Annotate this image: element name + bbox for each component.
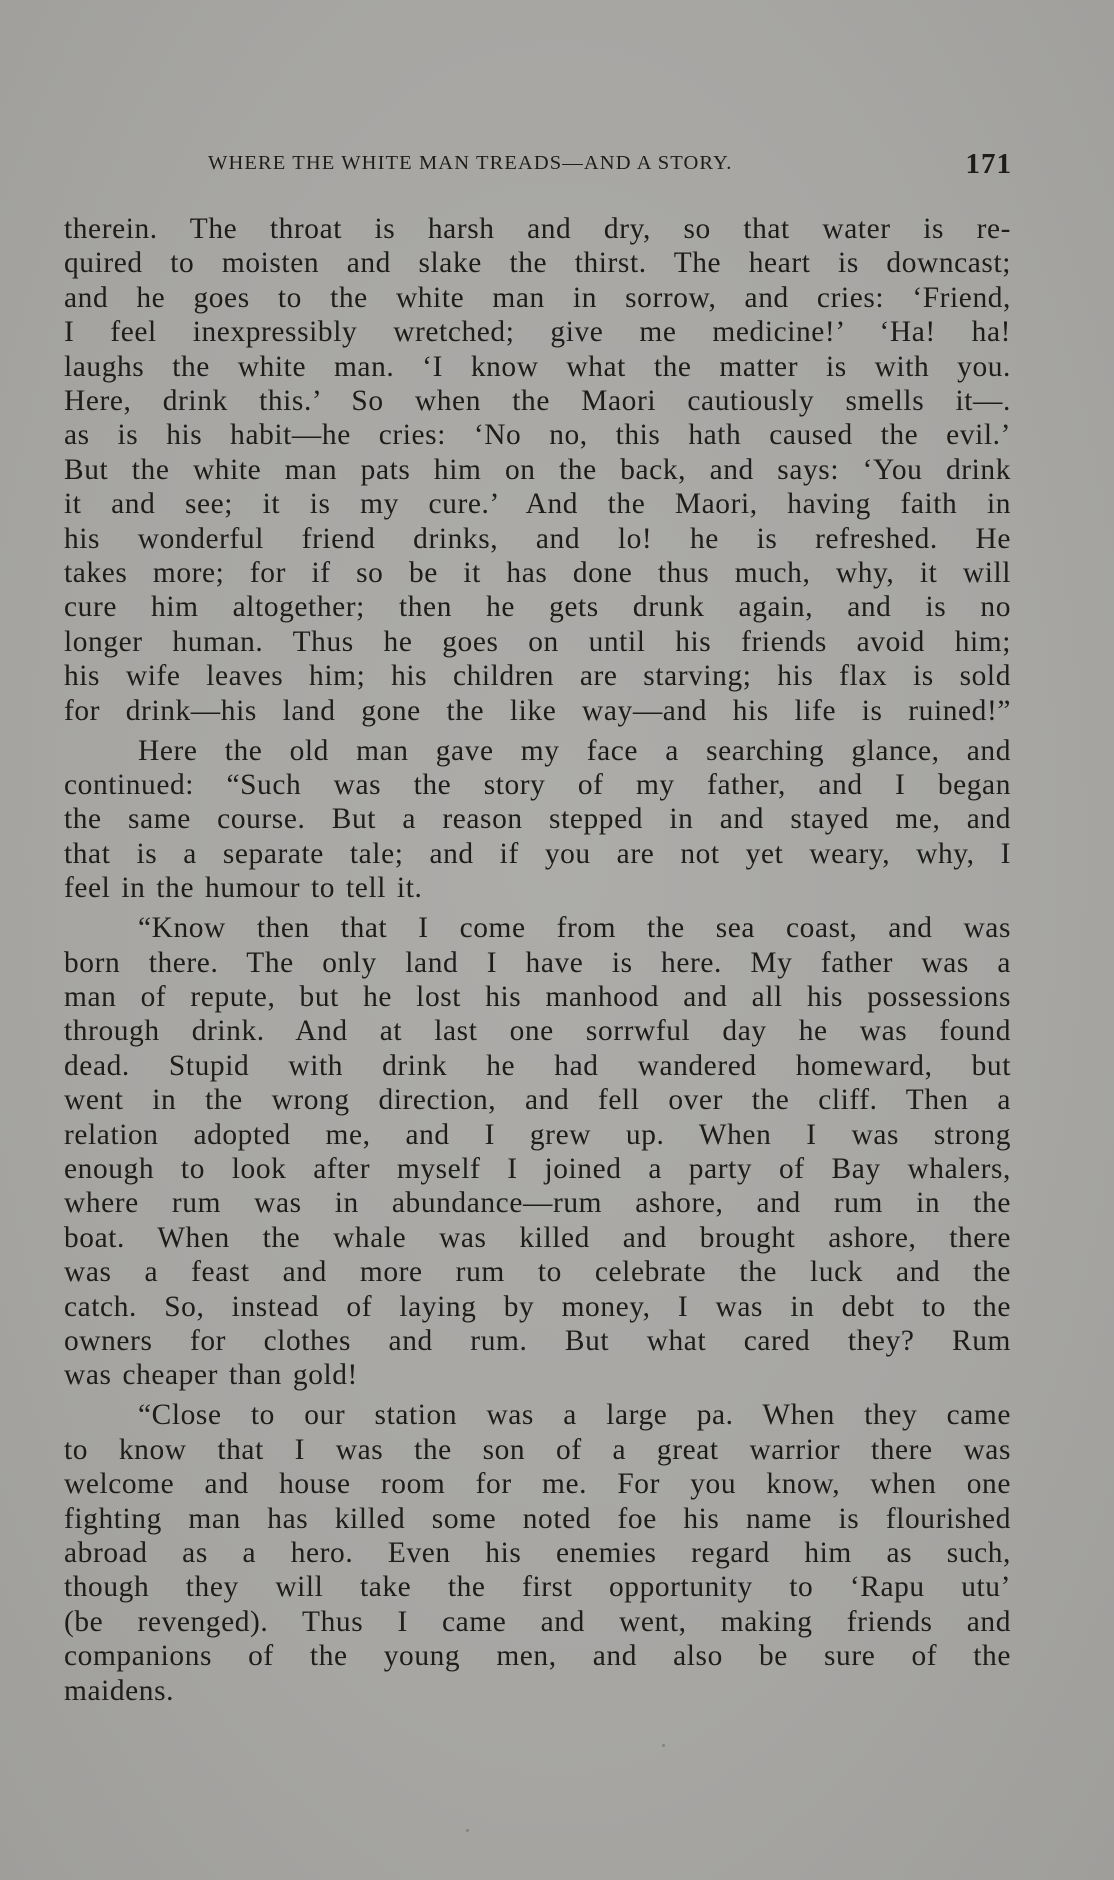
text-line: enough to look after myself I joined a party of Bay whalers, [64,1152,1011,1185]
text-line: feel in the humour to tell it. [64,872,423,905]
paragraph-1 [64,212,1011,728]
text-line: was a feast and more rum to celebrate the luck and the [64,1256,1011,1289]
text-line: continued: “Such was the story of my father, and I began [64,769,1011,801]
text-line: takes more; for if so be it has done thus much, why, it will [64,557,1011,590]
paragraph-3 [64,911,1011,1393]
text-line: born there. The only land I have is here. My father was a [64,946,1011,979]
running-title: WHERE THE WHITE MAN TREADS—AND A STORY. [208,152,733,174]
running-header [208,148,1012,182]
text-line: dead. Stupid with drink he had wandered homeward, but [64,1049,1011,1082]
body-text [64,212,1011,1708]
text-line: through drink. And at last one sorrwful day he was found [64,1015,1011,1048]
text-line: “Close to our station was a large pa. When they came [138,1399,1011,1432]
page-number: 171 [965,148,1012,180]
text-line: to know that I was the son of a great warrior there was [64,1433,1011,1466]
text-line: (be revenged). Thus I came and went, making friends and [64,1605,1011,1638]
text-line: maidens. [64,1674,175,1707]
paper-speck [662,1744,665,1747]
text-line: laughs the white man. ‘I know what the matter is with you. [64,350,1011,383]
text-line: his wonderful friend drinks, and lo! he is refreshed. He [64,522,1011,555]
text-line: I feel inexpressibly wretched; give me medicine!’ ‘Ha! ha! [64,316,1011,349]
text-line: the same course. But a reason stepped in and stayed me, and [64,803,1011,836]
text-line: abroad as a hero. Even his enemies regard him as such, [64,1536,1011,1569]
text-line: Here, drink this.’ So when the Maori cautiously smells it—. [64,385,1011,418]
text-line: quired to moisten and slake the thirst. The heart is downcast; [64,247,1011,280]
text-line: fighting man has killed some noted foe his name is flourished [64,1502,1011,1535]
text-line: owners for clothes and rum. But what cared they? Rum [64,1325,1011,1357]
text-line: therein. The throat is harsh and dry, so that water is re- [64,213,1011,245]
text-line: was cheaper than gold! [64,1359,358,1392]
text-line: cure him altogether; then he gets drunk again, and is no [64,591,1011,624]
text-line: where rum was in abundance—rum ashore, and rum in the [64,1187,1011,1220]
text-line: “Know then that I come from the sea coast, and was [138,912,1011,945]
paper-speck [466,1829,469,1832]
text-line: But the white man pats him on the back, and says: ‘You drink [64,453,1011,486]
paragraph-4 [64,1398,1011,1708]
text-line: and he goes to the white man in sorrow, and cries: ‘Friend, [64,281,1011,314]
text-line: Here the old man gave my face a searching glance, and [138,734,1011,767]
text-line: man of repute, but he lost his manhood and all his possessions [64,980,1011,1013]
text-line: welcome and house room for me. For you know, when one [64,1468,1011,1501]
text-line: catch. So, instead of laying by money, I was in debt to the [64,1290,1011,1323]
text-line: longer human. Thus he goes on until his friends avoid him; [64,625,1011,658]
text-line: for drink—his land gone the like way—and his life is ruined!” [64,694,1011,727]
paragraph-2 [64,734,1011,906]
text-line: companions of the young men, and also be sure of the [64,1640,1011,1673]
text-line: relation adopted me, and I grew up. When I was strong [64,1118,1011,1151]
text-line: that is a separate tale; and if you are not yet weary, why, I [64,837,1011,870]
text-line: his wife leaves him; his children are starving; his flax is sold [64,660,1011,693]
text-line: went in the wrong direction, and fell over the cliff. Then a [64,1084,1011,1117]
text-line: as is his habit—he cries: ‘No no, this hath caused the evil.’ [64,419,1011,452]
text-line: though they will take the first opportunity to ‘Rapu utu’ [64,1571,1011,1604]
text-line: boat. When the whale was killed and brought ashore, there [64,1221,1011,1254]
text-line: it and see; it is my cure.’ And the Maori, having faith in [64,488,1011,521]
